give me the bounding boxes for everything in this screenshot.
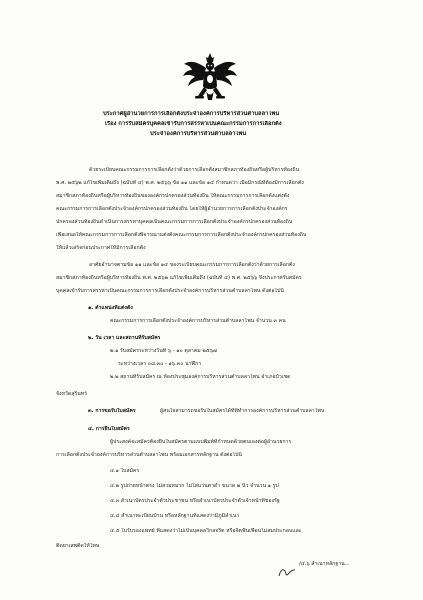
authority-line: อาศัยอำนาจตามข้อ ๑๑ และข้อ ๑๔ ของระเบียบคณะกรรมการการเลือกตั้งว่าด้วยการเลือกตั้ง	[89, 262, 295, 268]
initials-signature	[277, 566, 297, 580]
section-4-item: ๔.๕ ใบรับรองแพทย์ ที่แสดงว่าไม่เป็นบุคคลวิกลจริต หรือจิตฟั่นเฟือนไม่สมประกอบและ	[110, 528, 302, 534]
document-title-line-1: ประกาศผู้อำนวยการการเลือกตั้งประจำองค์การบริหารส่วนตำบลลาโพน	[103, 111, 280, 117]
intro-line: คณะกรรมการการเลือกตั้งประจำองค์กรปกครองส่วนท้องถิ่น โดยให้ผู้อำนวยการการเลือกตั้งประจำองค์กร	[56, 206, 288, 212]
section-4-item: ๔.๓ สำเนาบัตรประจำตัวประชาชน หรือสำเนาบัตรประจำตัวเจ้าหน้าที่ของรัฐ	[110, 498, 280, 504]
authority-line: บุคคลเข้ารับการสรรหาเป็นคณะกรรมการการเลือกตั้งประจำองค์การบริหารส่วนตำบลลาโพน ดังต่อไปนี้	[56, 288, 284, 294]
intro-line: เพื่อเสนอให้คณะกรรมการการเลือกตั้งพิจารณาแต่งตั้งคณะกรรมการการเลือกตั้งประจำองค์กรปกครองส่วนท้องถิ่น	[56, 232, 307, 238]
section-2-heading: ๒. วัน เวลา และสถานที่รับสมัคร	[88, 335, 161, 341]
section-4-heading: ๔. การยื่นใบสมัคร	[88, 426, 130, 432]
page-continuation-note: /๔.๖ สำเนาหลักฐาน...	[299, 561, 350, 567]
authority-line: สมาชิกสภาท้องถิ่นหรือผู้บริหารท้องถิ่น พ.ศ. ๒๕๖๒ แก้ไขเพิ่มเติมถึง (ฉบับที่ ๔) พ.ศ. ๒๕๖๖ จึงประกาศรับสมัคร	[56, 275, 302, 281]
section-4-line: ผู้ประสงค์จะสมัครต้องยื่นใบสมัครตามแบบพิมพ์ที่กำหนดด้วยตนเองต่อผู้อำนวยการ	[110, 439, 292, 445]
intro-line: ด้วยระเบียบคณะกรรมการการเลือกตั้งว่าด้วยการเลือกตั้งสมาชิกสภาท้องถิ่นหรือผู้บริหารท้องถิ่น	[89, 167, 300, 173]
footer-continuation: ติดยาเสพติดให้โทษ	[56, 543, 100, 549]
intro-line: พ.ศ. ๒๕๖๒ แก้ไขเพิ่มเติมถึง (ฉบับที่ ๔) พ.ศ. ๒๕๖๖ ข้อ ๑๑ และข้อ ๑๔ กำหนดว่า เมื่อมีกรณีที่ต้องมีการเลือกตั้ง	[56, 180, 304, 186]
intro-line: ให้แล้วเสร็จก่อนประกาศให้มีการเลือกตั้ง	[56, 245, 146, 251]
section-2-line: ระหว่างเวลา ๐๘.๓๐ - ๑๖.๓๐ นาฬิกา	[118, 361, 202, 367]
section-4-item: ๔.๔ สำเนาทะเบียนบ้าน หรือหลักฐานที่แสดงว่ามีภูมิลำเนา	[110, 513, 240, 519]
section-3-text: ผู้สนใจสามารถขอรับใบสมัครได้ที่ที่ทำการองค์การบริหารส่วนตำบลลาโพน	[160, 408, 325, 414]
intro-line: สมาชิกสภาท้องถิ่นหรือผู้บริหารท้องถิ่นขององค์กรปกครองส่วนท้องถิ่น ให้คณะกรรมการการเลือกตั้งแต่งตั้ง	[56, 193, 290, 199]
section-4-item: ๔.๑ ใบสมัคร	[110, 468, 140, 474]
section-3-heading: ๓. การขอรับใบสมัคร	[88, 408, 136, 414]
garuda-emblem-icon	[182, 52, 238, 104]
section-2-line: ๒.๒ สถานที่รับสมัคร ณ ห้องประชุมองค์การบริหารส่วนตำบลลาโพน อำเภอบัวเชด	[110, 374, 291, 380]
document-title-line-2: เรื่อง การรับสมัครบุคคลเข้ารับการสรรหาเป็นคณะกรรมการการเลือกตั้ง	[105, 121, 282, 127]
section-2-wrap: จังหวัดสุรินทร์	[56, 391, 87, 397]
section-4-line: การเลือกตั้งประจำองค์การบริหารส่วนตำบลลาโพน พร้อมเอกสารหลักฐาน ดังต่อไปนี้	[56, 452, 242, 458]
section-4-item: ๔.๒ รูปถ่ายหน้าตรง ไม่สวมหมวก ไม่ใส่แว่นตาดำ ขนาด ๒ นิ้ว จำนวน ๑ รูป	[110, 483, 279, 489]
section-1-text: คณะกรรมการการเลือกตั้งประจำองค์การบริหารส่วนตำบลลาโพน จำนวน ๓ คน	[110, 318, 286, 324]
section-1-heading: ๑. ตำแหน่งที่แต่งตั้ง	[88, 305, 133, 311]
section-2-line: ๒.๑ รับสมัครระหว่างวันที่ ๖ - ๑๐ ตุลาคม ๒๕๖๗	[110, 348, 217, 354]
intro-line: ปกครองส่วนท้องถิ่นดำเนินการสรรหาบุคคลเป็นคณะกรรมการการเลือกตั้งประจำองค์กรปกครองส่วนท้องถิ่น	[56, 219, 293, 225]
document-title-line-3: ประจำองค์การบริหารส่วนตำบลลาโพน	[150, 131, 247, 137]
